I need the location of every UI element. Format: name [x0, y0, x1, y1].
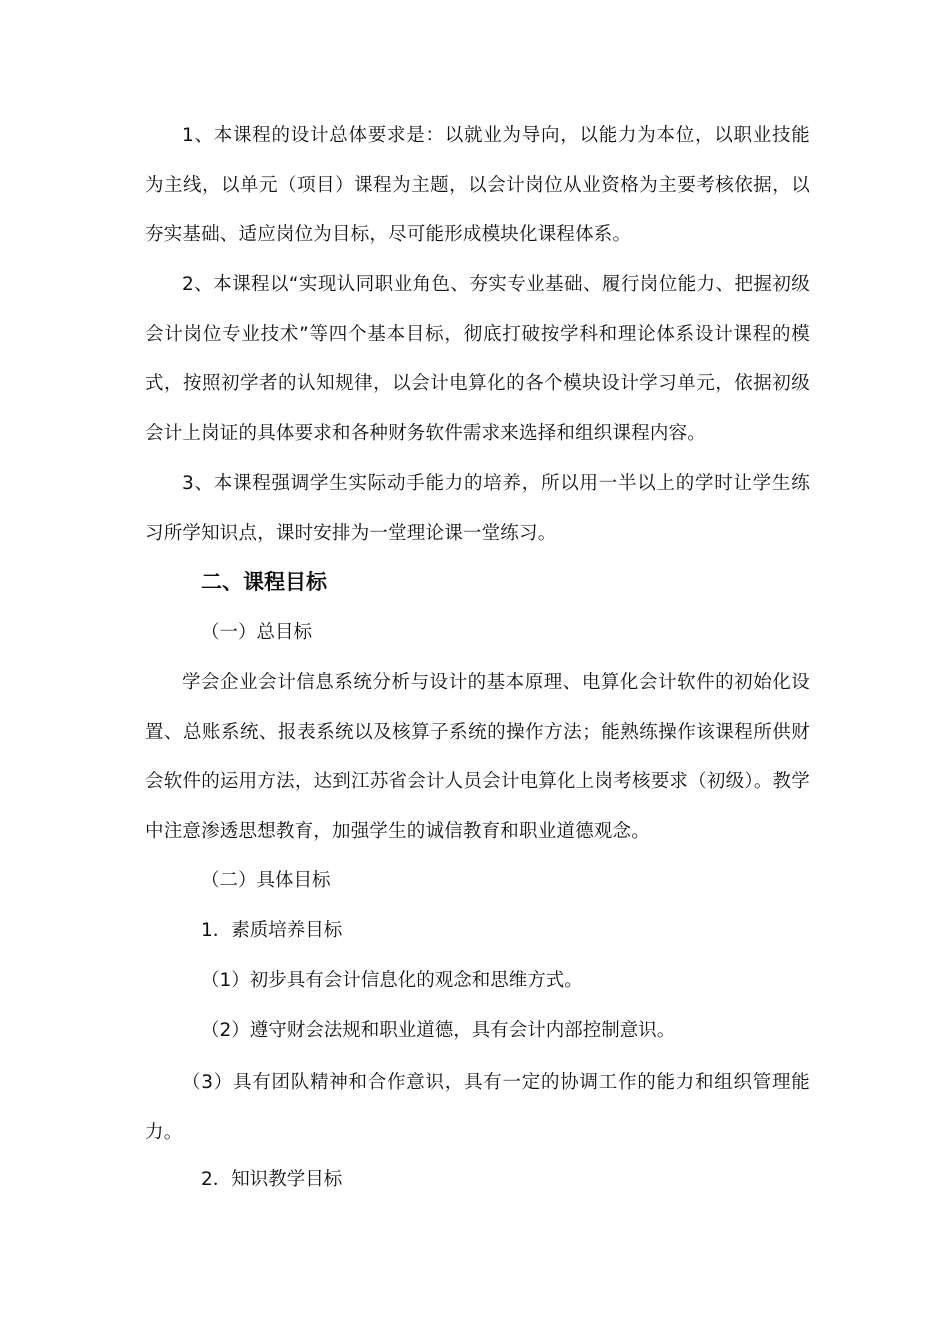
paragraph-practice-emphasis: 3、本课程强调学生实际动手能力的培养，所以用一半以上的学时让学生练习所学知识点，课时安排为一堂理论课一堂练习。: [145, 473, 810, 544]
quality-item-2: （2）遵守财会法规和职业道德，具有会计内部控制意识。: [201, 1020, 676, 1041]
paragraph-basic-goals: 2、本课程以“实现认同职业角色、夯实专业基础、履行岗位能力、把握初级会计岗位专业技术”等四个基本目标，彻底打破按学科和理论体系设计课程的模式，按照初学者的认知规律，以会计电算化的各个模块设计学习单元，依据初级会计上岗证的具体要求和各种财务软件需求来选择和组织课程内容。: [145, 274, 810, 444]
general-goal-title: （一）总目标: [201, 622, 313, 643]
quality-item-1: （1）初步具有会计信息化的观念和思维方式。: [201, 970, 583, 991]
section-heading-course-goals: 二、课程目标: [201, 570, 327, 594]
quality-goal-title: 1．素质培养目标: [201, 920, 343, 941]
quality-item-3: （3）具有团队精神和合作意识，具有一定的协调工作的能力和组织管理能力。: [145, 1072, 810, 1143]
paragraph-general-goal: 学会企业会计信息系统分析与设计的基本原理、电算化会计软件的初始化设置、总账系统、报表系统以及核算子系统的操作方法；能熟练操作该课程所供财会软件的运用方法，达到江苏省会计人员会计电算化上岗考核要求（初级）。教学中注意渗透思想教育，加强学生的诚信教育和职业道德观念。: [145, 672, 810, 842]
specific-goal-title: （二）具体目标: [201, 870, 331, 891]
paragraph-design-requirements: 1、本课程的设计总体要求是：以就业为导向，以能力为本位，以职业技能为主线，以单元（项目）课程为主题，以会计岗位从业资格为主要考核依据，以夯实基础、适应岗位为目标，尽可能形成模块化课程体系。: [145, 125, 810, 245]
knowledge-goal-title: 2．知识教学目标: [201, 1169, 343, 1190]
